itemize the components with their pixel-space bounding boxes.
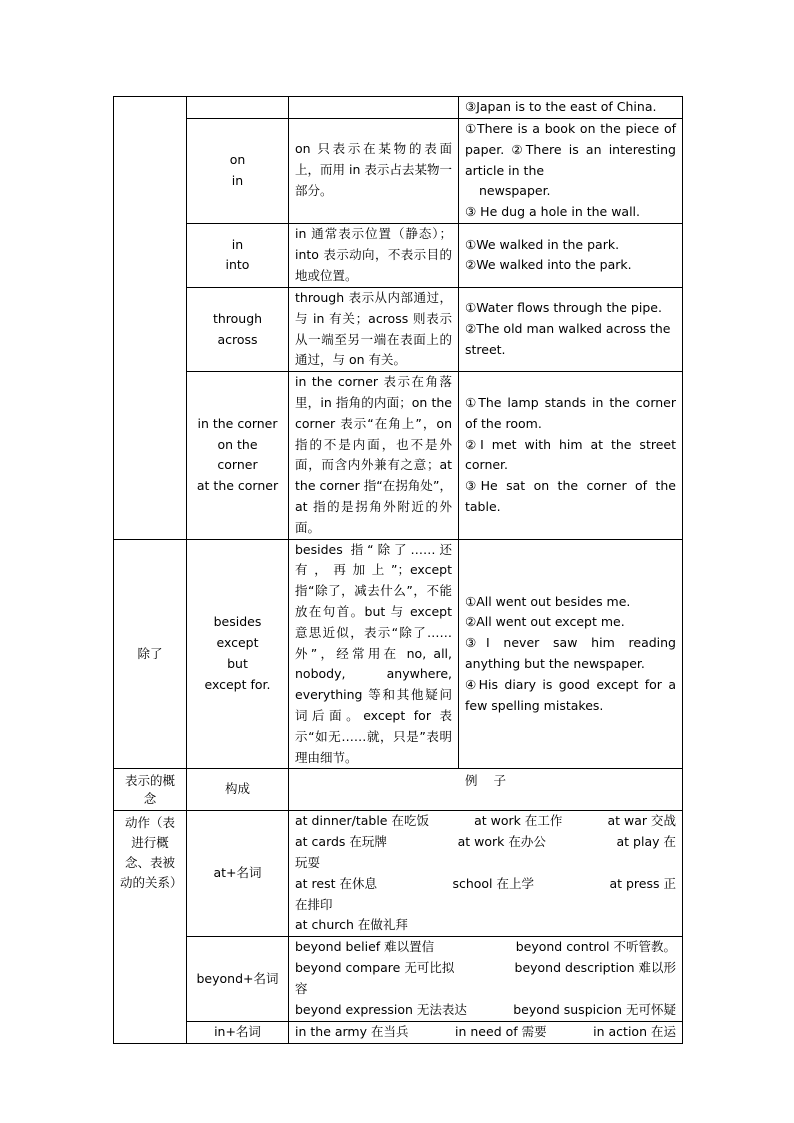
- example-cell: ③Japan is to the east of China.: [459, 97, 683, 119]
- header-structure: 构成: [187, 769, 289, 811]
- table-row: [114, 223, 683, 287]
- example-cell: beyond belief 难以置信 beyond control 不听管教。 beyond compare 无可比拟 beyond description 难以形 容 beyond expression 无法表达 beyond suspicion 无可怀疑: [289, 937, 683, 1021]
- description-cell: in 通常表示位置（静态）；into 表示动向，不表示目的地或位置。: [289, 223, 459, 287]
- description-cell: besides 指“除了……还有，再加上”；except 指“除了，减去什么”，不能放在句首。but 与 except 意思近似，表示“除了……外”，经常用在 no, all, nobody, anywhere, everything 等和其他疑问词后面。except for 表示“如无……就，只是”表明理由细节。: [289, 539, 459, 769]
- example-cell: at dinner/table 在吃饭 at work 在工作 at war 交战 at cards 在玩牌 at work 在办公 at play 在 玩耍 at rest 在休息 school 在上学 at press 正 在排印 at church 在做礼拜: [289, 811, 683, 937]
- header-concept: 表示的概念: [114, 769, 187, 811]
- word-cell: in into: [187, 223, 289, 287]
- example-cell: ①The lamp stands in the corner of the room. ②I met with him at the street corner. ③He sat on the corner of the table.: [459, 372, 683, 539]
- table-row: [114, 372, 683, 539]
- table-row: [114, 539, 683, 769]
- word-cell: through across: [187, 287, 289, 371]
- concept-cell: 动作（表进行概念、表被动的关系）: [114, 811, 187, 1043]
- table-header-row: [114, 769, 683, 811]
- header-examples: 例 子: [289, 769, 683, 811]
- example-cell: ①All went out besides me. ②All went out except me. ③I never saw him reading anything but the newspaper. ④His diary is good except for a few spelling mistakes.: [459, 539, 683, 769]
- example-cell: ①We walked in the park. ②We walked into the park.: [459, 223, 683, 287]
- description-cell: through 表示从内部通过，与 in 有关；across 则表示从一端至另一端在表面上的通过，与 on 有关。: [289, 287, 459, 371]
- table-row: [114, 937, 683, 1021]
- word-cell: on in: [187, 119, 289, 224]
- concept-cell-empty: [114, 97, 187, 540]
- table-row: [114, 97, 683, 119]
- example-cell: ①There is a book on the piece of paper. ②There is an interesting article in the newspaper. ③ He dug a hole in the wall.: [459, 119, 683, 224]
- table-row: [114, 119, 683, 224]
- structure-cell: in+名词: [187, 1021, 289, 1043]
- concept-cell: 除了: [114, 539, 187, 769]
- word-cell: in the corner on the corner at the corner: [187, 372, 289, 539]
- table-row: [114, 287, 683, 371]
- preposition-table: [113, 96, 683, 1044]
- word-cell: besides except but except for.: [187, 539, 289, 769]
- table-row: [114, 811, 683, 937]
- table-row: [114, 1021, 683, 1043]
- description-cell: in the corner 表示在角落里，in 指角的内面；on the corner 表示“在角上”，on 指的不是内面，也不是外面，而含内外兼有之意；at the corner 指“在拐角处”，at 指的是拐角外附近的外面。: [289, 372, 459, 539]
- example-cell: in the army 在当兵 in need of 需要 in action 在运: [289, 1021, 683, 1043]
- structure-cell: at+名词: [187, 811, 289, 937]
- example-cell: ①Water flows through the pipe. ②The old man walked across the street.: [459, 287, 683, 371]
- description-cell: on 只表示在某物的表面上，而用 in 表示占去某物一部分。: [289, 119, 459, 224]
- structure-cell: beyond+名词: [187, 937, 289, 1021]
